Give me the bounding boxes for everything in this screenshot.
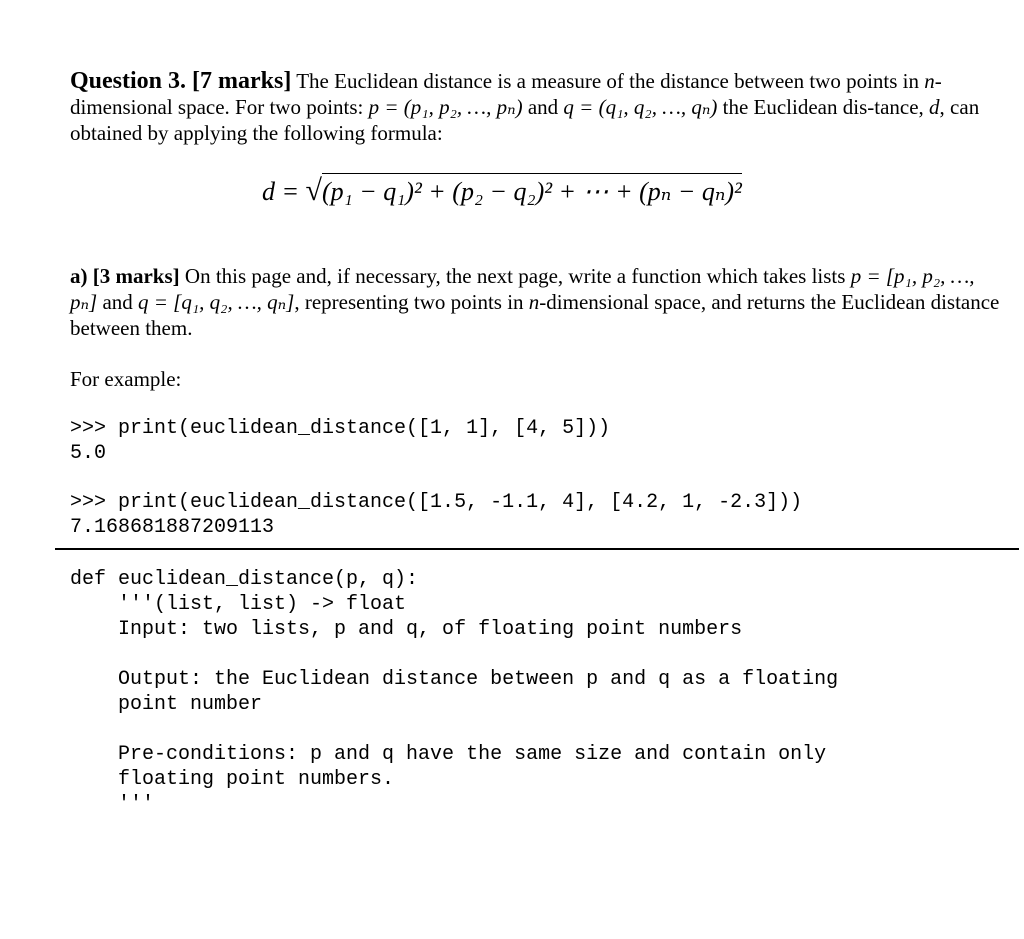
radical-sign-icon: √	[305, 174, 323, 207]
question-statement	[70, 68, 1000, 146]
question-intro-3: the Euclidean dis-tance,	[717, 95, 930, 119]
q-definition: q = (q₁, q₂, …, qₙ)	[563, 95, 718, 119]
question-and: and	[522, 95, 564, 119]
question-heading: Question 3. [7 marks]	[70, 68, 292, 94]
example-1-command: >>> print(euclidean_distance([1, 1], [4, 5]))	[70, 417, 611, 440]
part-a-n: n	[528, 290, 540, 314]
example-2-output: 7.168681887209113	[70, 516, 275, 539]
example-label: For example:	[70, 367, 182, 391]
divider-line	[55, 548, 1019, 550]
example-2-command: >>> print(euclidean_distance([1.5, -1.1, 4], [4.2, 1, -2.3]))	[70, 491, 803, 514]
p-list: p = [p₁, p₂, …, pₙ]	[70, 264, 975, 314]
part-a-statement	[70, 263, 1000, 341]
question-n: n	[924, 69, 935, 93]
p-definition: p = (p₁, p₂, …, pₙ)	[368, 95, 523, 119]
q-list: q = [q₁, q₂, …, qₙ]	[138, 290, 295, 314]
square-root	[306, 173, 742, 209]
question-intro-4: , can obtained by applying the following formula:	[70, 95, 980, 145]
question-intro-2: -dimensional space. For two points:	[70, 69, 942, 119]
function-stub-code: def euclidean_distance(p, q): '''(list, list) -> float Input: two lists, p and q, of floating point numbers Output: the Euclidean distance between p and q as a floating point number Pre-conditions: p and q have the same size and contain only floating point numbers. '''	[70, 568, 839, 816]
question-intro-1: The Euclidean distance is a measure of the distance between two points in	[291, 69, 925, 93]
part-a-text-2: , representing two points in	[294, 290, 529, 314]
part-a-text-3: -dimensional space, and returns the Euclidean distance between them.	[70, 290, 1000, 340]
formula-radicand: (p₁ − q₁)² + (p₂ − q₂)² + ⋯ + (pₙ − qₙ)²	[322, 173, 742, 209]
example-1-output: 5.0	[70, 442, 107, 465]
question-d: d	[929, 95, 940, 119]
part-a-label: a) [3 marks]	[70, 264, 180, 288]
part-a-and: and	[97, 290, 139, 314]
part-a-text-1: On this page and, if necessary, the next page, write a function which takes lists	[179, 264, 851, 288]
euclidean-formula	[262, 173, 742, 209]
formula-lhs: d =	[262, 177, 306, 206]
